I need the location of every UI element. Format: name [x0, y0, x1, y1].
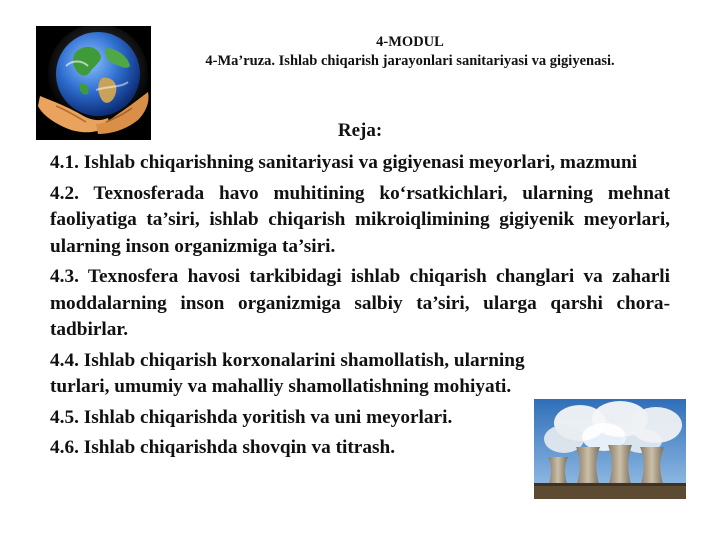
plan-item-4-4: 4.4. Ishlab chiqarish korxonalarini shamollatish, ularning turlari, umumiy va mahalliy shamollatishning mohiyati. — [50, 349, 525, 397]
plan-item-4-1: 4.1. Ishlab chiqarishning sanitariyasi va gigiyenasi meyorlari, mazmuni — [50, 152, 638, 173]
plan-title: Reja: — [337, 120, 383, 141]
slide-header — [160, 34, 660, 70]
module-title: 4-MODUL — [376, 34, 444, 50]
plan-item-4-3: 4.3. Texnosfera havosi tarkibidagi ishlab chiqarish changlari va zaharli moddalarning inson organizmiga salbiy ta’siri, ularga qarshi chora-tadbirlar. — [50, 266, 670, 340]
lecture-title: 4-Ma’ruza. Ishlab chiqarish jarayonlari sanitariyasi va gigiyenasi. — [205, 53, 615, 69]
plan-item-4-2: 4.2. Texnosferada havo muhitining ko‘rsatkichlari, ularning mehnat faoliyatiga ta’siri, ishlab chiqarish mikroiqlimining gigiyenik meyorlari, ularning inson organizmiga ta’siri. — [50, 182, 670, 257]
plan-item-4-6: 4.6. Ishlab chiqarishda shovqin va titrash. — [50, 437, 396, 458]
plan-item-4-5: 4.5. Ishlab chiqarishda yoritish va uni meyorlari. — [50, 406, 453, 428]
cooling-towers-image — [534, 399, 686, 499]
